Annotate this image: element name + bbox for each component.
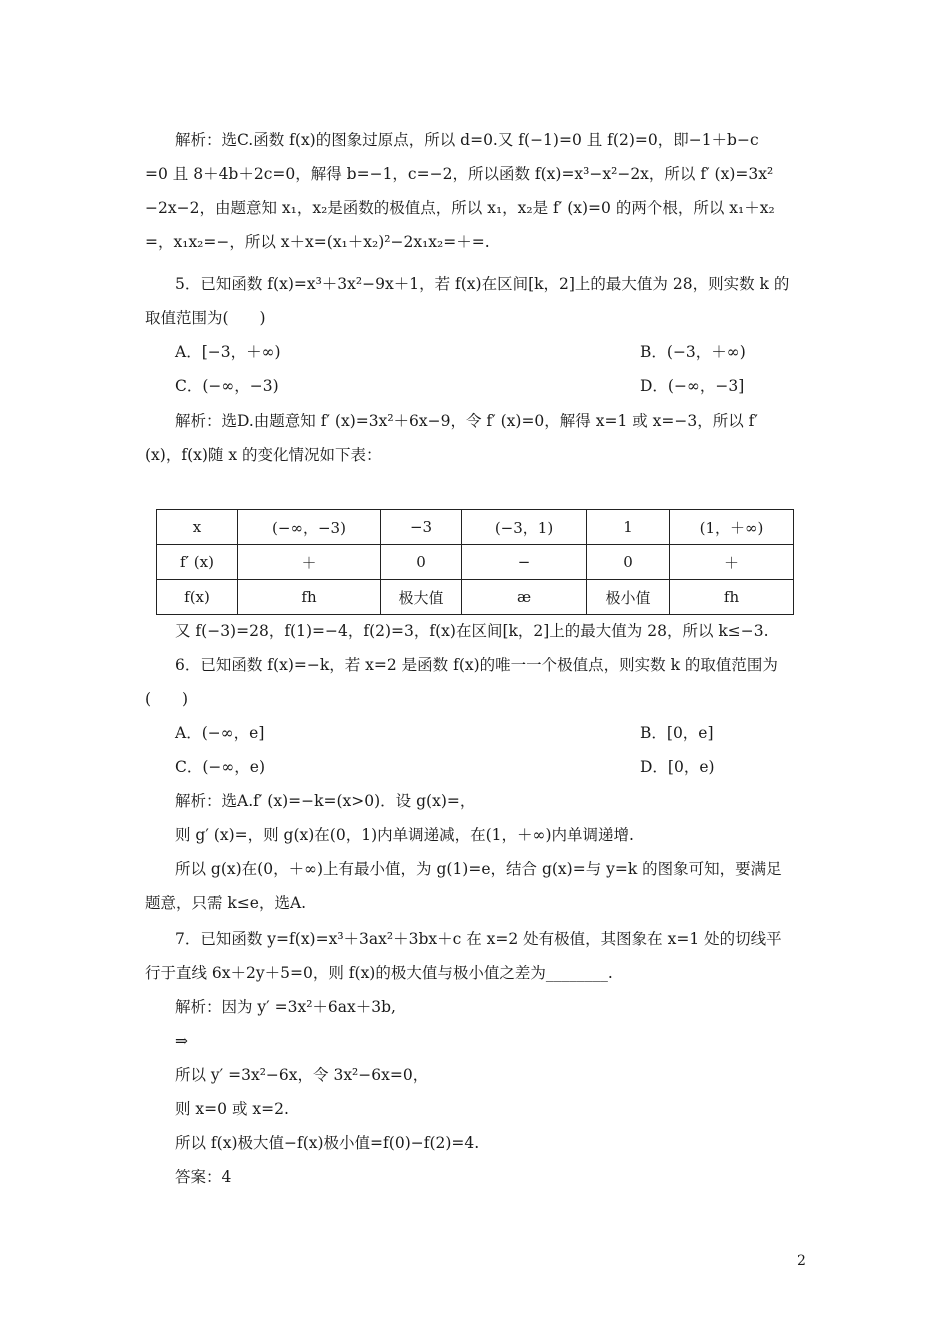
solution-6-line-1: 解析：选A.f′ (x)=−k=(x>0)．设 g(x)=， (175, 792, 476, 810)
table-row (157, 580, 794, 615)
solution-4-line-2: =0 且 8＋4b＋2c=0，解得 b=−1，c=−2，所以函数 f(x)=x³−x²−2x，所以 f′ (x)=3x² (145, 165, 774, 183)
table-cell: æ (462, 580, 587, 615)
solution-7-line-3: 所以 y′ =3x²−6x，令 3x²−6x=0， (175, 1066, 429, 1084)
solution-4-line-4: =，x₁x₂=−，所以 x＋x=(x₁＋x₂)²−2x₁x₂=＋=. (145, 233, 490, 251)
question-5-option-b: B．(−3，＋∞) (640, 343, 746, 361)
solution-5-line-2: (x)，f(x)随 x 的变化情况如下表： (145, 446, 382, 464)
table-cell: 0 (381, 545, 462, 580)
question-5-option-a: A．[−3，＋∞) (175, 343, 281, 361)
table-cell: − (462, 545, 587, 580)
table-cell: fh (670, 580, 794, 615)
solution-4-line-3: −2x−2，由题意知 x₁，x₂是函数的极值点，所以 x₁，x₂是 f′ (x)=0 的两个根，所以 x₁＋x₂ (145, 199, 775, 217)
question-6-option-d: D．[0，e) (640, 758, 715, 776)
variation-table (156, 509, 794, 615)
question-6-option-a: A．(−∞，e] (175, 724, 265, 742)
question-5-option-c: C．(−∞，−3) (175, 377, 279, 395)
question-5-option-d: D．(−∞，−3] (640, 377, 745, 395)
table-row (157, 510, 794, 545)
table-cell: f′ (x) (157, 545, 238, 580)
table-cell: f(x) (157, 580, 238, 615)
question-6-option-b: B．[0，e] (640, 724, 714, 742)
solution-7-line-2: ⇒ (175, 1032, 188, 1050)
table-cell: x (157, 510, 238, 545)
table-cell: (1，＋∞) (670, 510, 794, 545)
answer-7: 答案：4 (175, 1168, 232, 1186)
table-cell: fh (238, 580, 381, 615)
table-cell: ＋ (238, 545, 381, 580)
question-7-line-2: 行于直线 6x＋2y＋5=0，则 f(x)的极大值与极小值之差为________. (145, 964, 613, 982)
solution-6-line-3: 所以 g(x)在(0，＋∞)上有最小值，为 g(1)=e，结合 g(x)=与 y=k 的图象可知，要满足 (175, 860, 782, 878)
table-cell: −3 (381, 510, 462, 545)
page-number: 2 (797, 1253, 806, 1269)
question-7-line-1: 7．已知函数 y=f(x)=x³＋3ax²＋3bx＋c 在 x=2 处有极值，其图象在 x=1 处的切线平 (175, 930, 782, 948)
table-cell: 极大值 (381, 580, 462, 615)
table-cell: 0 (587, 545, 670, 580)
solution-4-line-1: 解析：选C.函数 f(x)的图象过原点，所以 d=0.又 f(−1)=0 且 f(2)=0，即−1＋b−c (175, 131, 759, 149)
question-5-line-1: 5．已知函数 f(x)=x³＋3x²−9x＋1，若 f(x)在区间[k，2]上的最大值为 28，则实数 k 的 (175, 275, 790, 293)
solution-7-line-5: 所以 f(x)极大值−f(x)极小值=f(0)−f(2)=4. (175, 1134, 480, 1152)
question-6-option-c: C．(−∞，e) (175, 758, 266, 776)
question-5-line-2: 取值范围为( ) (145, 309, 266, 327)
solution-5-line-3: 又 f(−3)=28，f(1)=−4，f(2)=3，f(x)在区间[k，2]上的最大值为 28，所以 k≤−3. (175, 622, 769, 640)
table-cell: (−3，1) (462, 510, 587, 545)
solution-5-line-1: 解析：选D.由题意知 f′ (x)=3x²＋6x−9，令 f′ (x)=0，解得 x=1 或 x=−3，所以 f′ (175, 412, 758, 430)
solution-7-line-4: 则 x=0 或 x=2. (175, 1100, 289, 1118)
question-6-line-2: ( ) (145, 690, 189, 708)
table-cell: 1 (587, 510, 670, 545)
solution-6-line-2: 则 g′ (x)=，则 g(x)在(0，1)内单调递减，在(1，＋∞)内单调递增. (175, 826, 634, 844)
solution-6-line-4: 题意，只需 k≤e，选A. (145, 894, 307, 912)
table-cell: ＋ (670, 545, 794, 580)
table-cell: (−∞，−3) (238, 510, 381, 545)
table-row (157, 545, 794, 580)
table-cell: 极小值 (587, 580, 670, 615)
solution-7-line-1: 解析：因为 y′ =3x²＋6ax＋3b, (175, 998, 396, 1016)
question-6-line-1: 6．已知函数 f(x)=−k，若 x=2 是函数 f(x)的唯一一个极值点，则实数 k 的取值范围为 (175, 656, 778, 674)
